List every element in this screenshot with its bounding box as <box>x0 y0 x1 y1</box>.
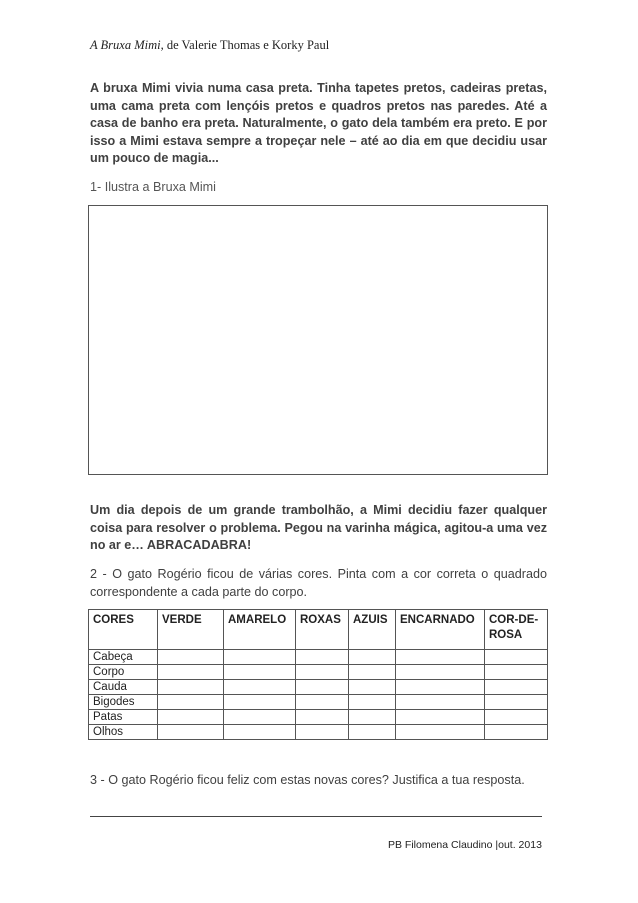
color-cell[interactable] <box>485 710 548 725</box>
body-part-label: Patas <box>89 710 158 725</box>
table-row <box>89 680 548 695</box>
question-1: 1- Ilustra a Bruxa Mimi <box>90 180 216 194</box>
drawing-area[interactable] <box>88 205 548 475</box>
color-cell[interactable] <box>396 650 485 665</box>
color-cell[interactable] <box>485 680 548 695</box>
color-cell[interactable] <box>224 665 296 680</box>
document-header <box>90 38 329 53</box>
header-cell: ROXAS <box>296 610 349 650</box>
color-cell[interactable] <box>396 695 485 710</box>
color-cell[interactable] <box>396 665 485 680</box>
color-cell[interactable] <box>158 725 224 740</box>
color-cell[interactable] <box>485 725 548 740</box>
book-authors: de Valerie Thomas e Korky Paul <box>163 38 330 52</box>
question-2: 2 - O gato Rogério ficou de várias cores. Pinta com a cor correta o quadrado correspondente a cada parte do corpo. <box>90 567 547 599</box>
color-cell[interactable] <box>485 695 548 710</box>
color-cell[interactable] <box>349 725 396 740</box>
header-cell: COR-DE-ROSA <box>485 610 548 650</box>
color-cell[interactable] <box>158 650 224 665</box>
color-cell[interactable] <box>296 710 349 725</box>
color-cell[interactable] <box>296 695 349 710</box>
answer-line[interactable] <box>90 816 542 817</box>
color-cell[interactable] <box>296 665 349 680</box>
body-part-label: Olhos <box>89 725 158 740</box>
color-cell[interactable] <box>485 665 548 680</box>
header-cell: VERDE <box>158 610 224 650</box>
question-3: 3 - O gato Rogério ficou feliz com estas novas cores? Justifica a tua resposta. <box>90 773 525 787</box>
color-cell[interactable] <box>296 650 349 665</box>
body-part-label: Cauda <box>89 680 158 695</box>
color-cell[interactable] <box>158 665 224 680</box>
color-cell[interactable] <box>485 650 548 665</box>
color-cell[interactable] <box>349 665 396 680</box>
header-cell: CORES <box>89 610 158 650</box>
color-cell[interactable] <box>224 725 296 740</box>
footer-credit: PB Filomena Claudino |out. 2013 <box>388 839 542 851</box>
color-cell[interactable] <box>349 680 396 695</box>
color-cell[interactable] <box>349 695 396 710</box>
header-cell: AZUIS <box>349 610 396 650</box>
color-cell[interactable] <box>224 710 296 725</box>
table-row <box>89 710 548 725</box>
color-cell[interactable] <box>296 725 349 740</box>
color-cell[interactable] <box>296 680 349 695</box>
header-cell: AMARELO <box>224 610 296 650</box>
color-cell[interactable] <box>224 650 296 665</box>
table-row <box>89 695 548 710</box>
intro-paragraph: A bruxa Mimi vivia numa casa preta. Tinha tapetes pretos, cadeiras pretas, uma cama preta com lençóis pretos e quadros pretos nas paredes. Até a casa de banho era preta. Naturalmente, o gato dela também era preto. E por isso a Mimi estava sempre a tropeçar nele – até ao dia em que decidiu usar um pouco de magia... <box>90 81 547 166</box>
table-row <box>89 665 548 680</box>
table-row <box>89 650 548 665</box>
color-cell[interactable] <box>224 680 296 695</box>
body-part-label: Corpo <box>89 665 158 680</box>
color-cell[interactable] <box>396 710 485 725</box>
color-cell[interactable] <box>158 680 224 695</box>
body-part-label: Bigodes <box>89 695 158 710</box>
second-paragraph: Um dia depois de um grande trambolhão, a Mimi decidiu fazer qualquer coisa para resolver o problema. Pegou na varinha mágica, agitou-a uma vez no ar e… ABRACADABRA! <box>90 503 547 553</box>
color-cell[interactable] <box>349 650 396 665</box>
color-table <box>88 609 548 740</box>
table-row <box>89 725 548 740</box>
color-cell[interactable] <box>349 710 396 725</box>
color-cell[interactable] <box>158 710 224 725</box>
header-cell: ENCARNADO <box>396 610 485 650</box>
book-title: A Bruxa Mimi, <box>90 38 164 52</box>
color-cell[interactable] <box>396 680 485 695</box>
color-cell[interactable] <box>158 695 224 710</box>
color-cell[interactable] <box>224 695 296 710</box>
color-table-header <box>89 610 548 650</box>
color-cell[interactable] <box>396 725 485 740</box>
body-part-label: Cabeça <box>89 650 158 665</box>
